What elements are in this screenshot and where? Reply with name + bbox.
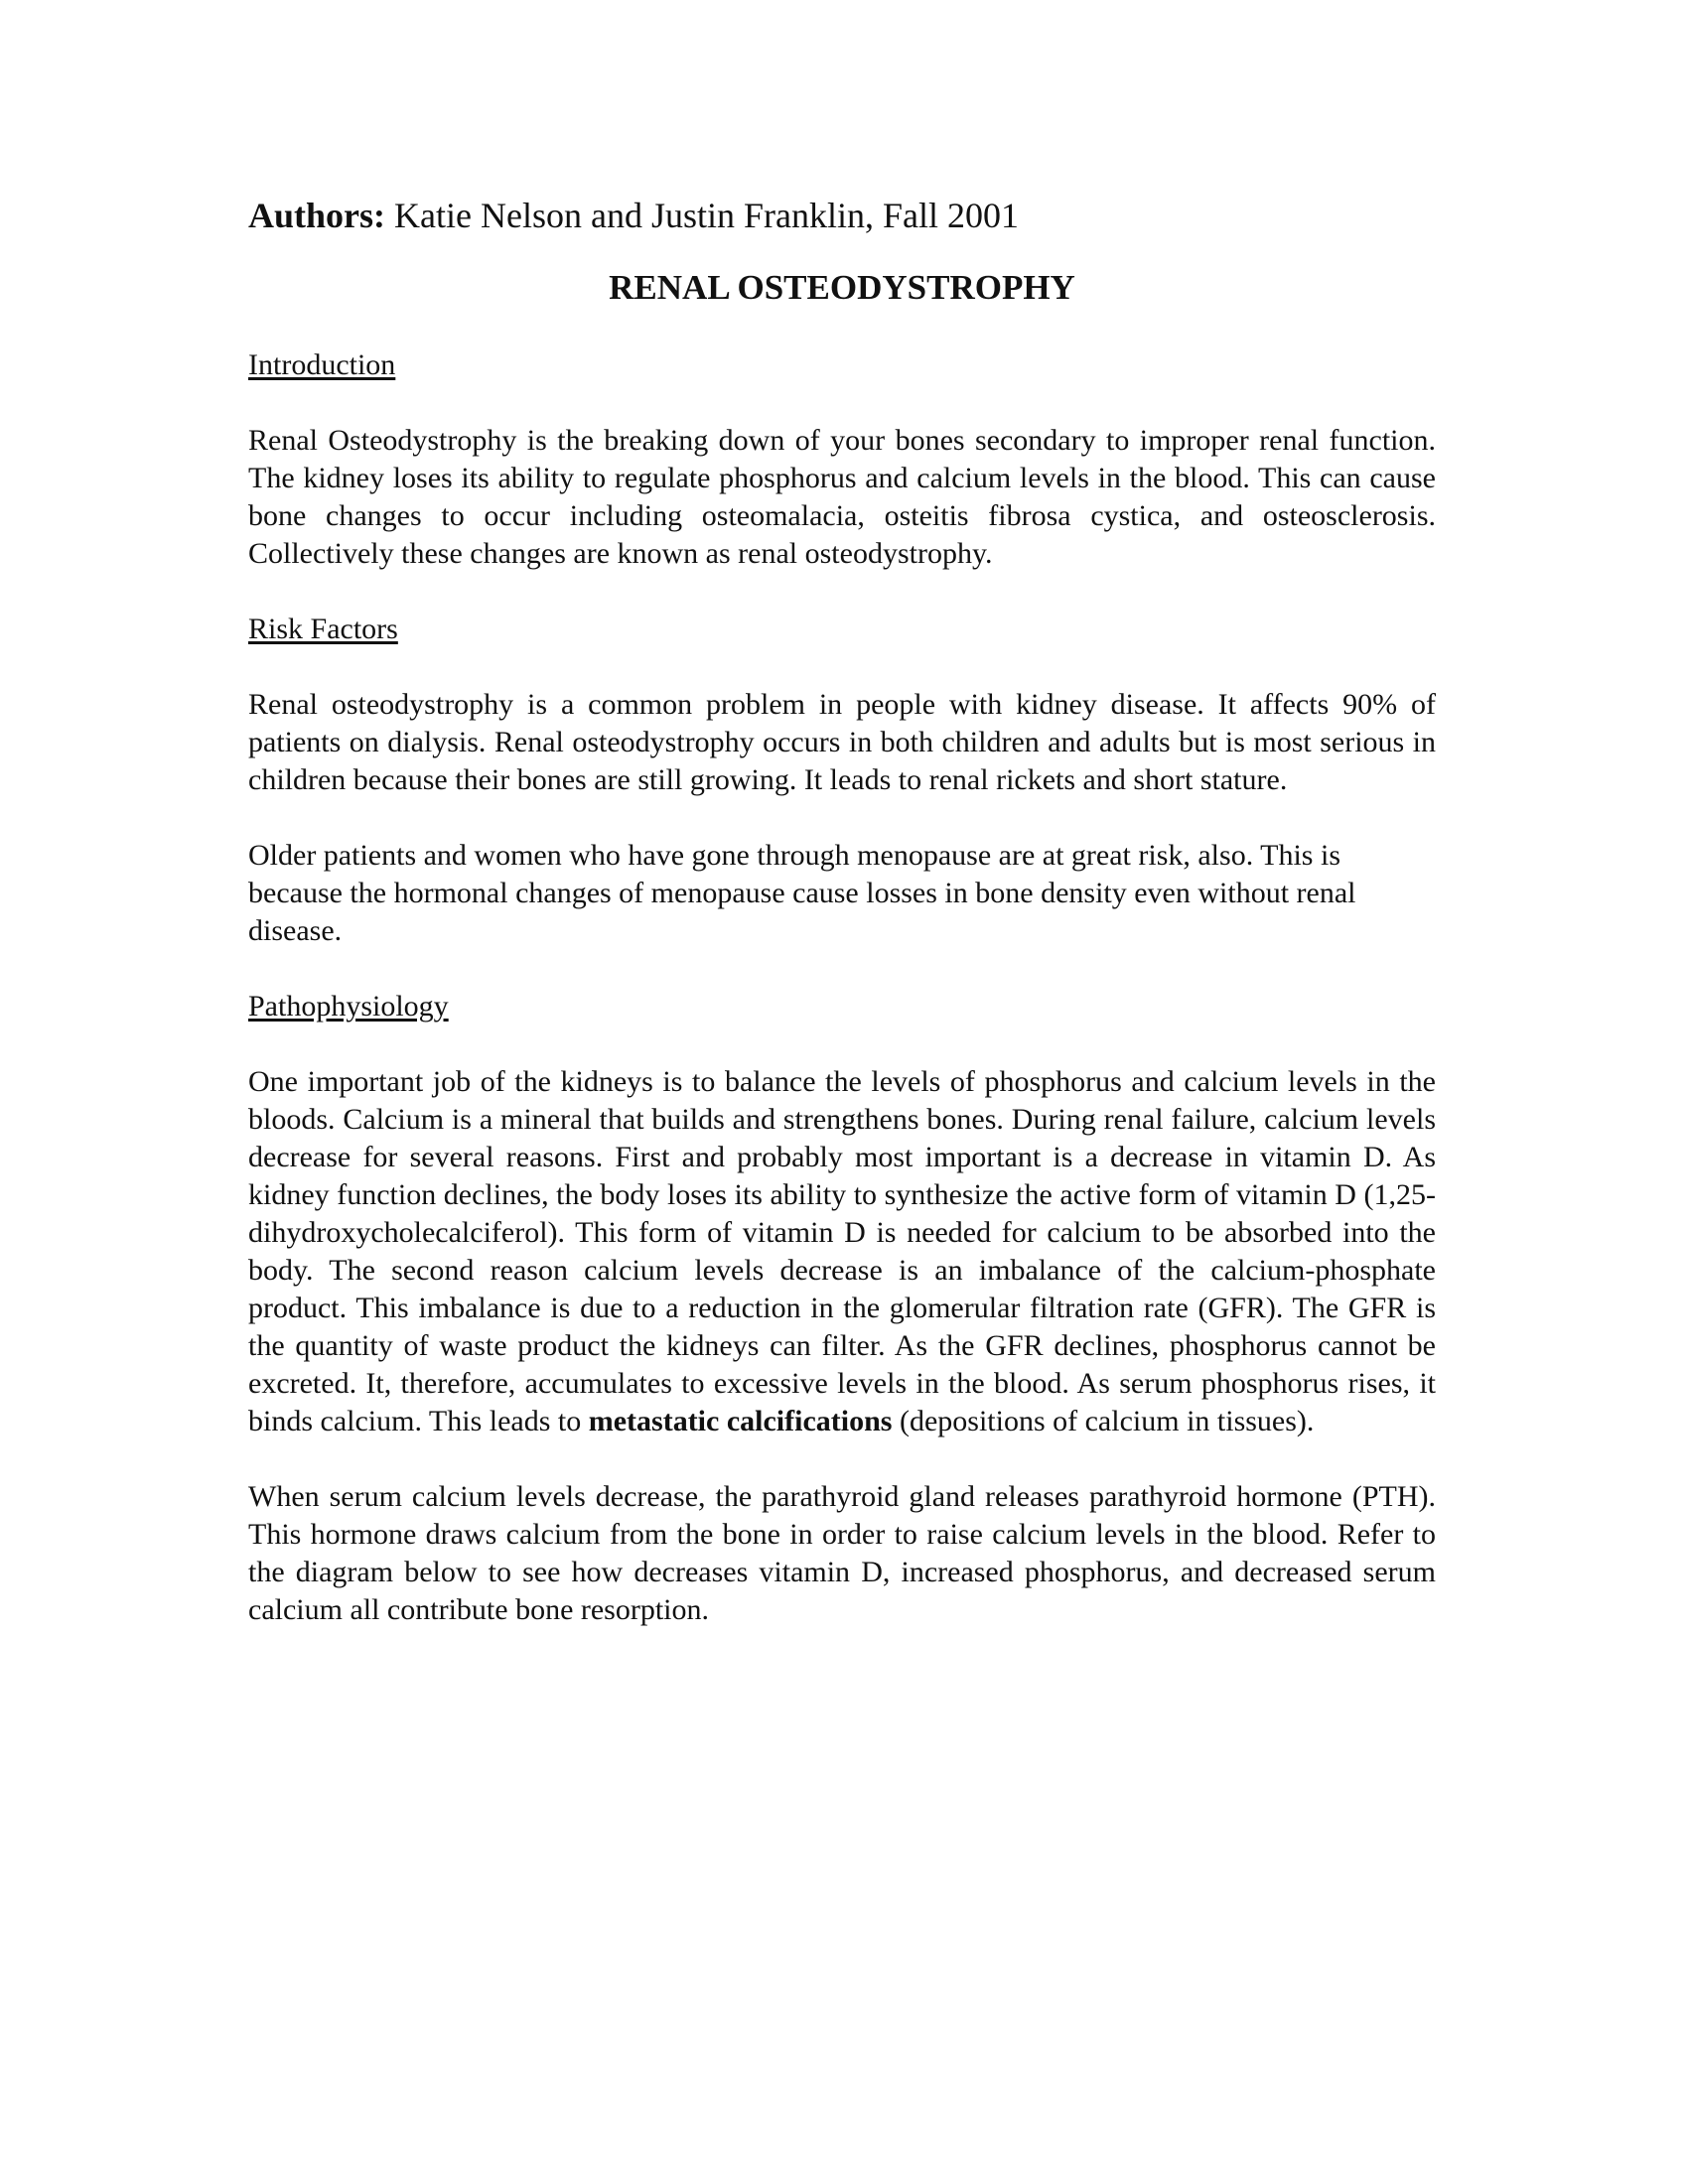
pathophysiology-heading: Pathophysiology	[248, 990, 449, 1024]
metastatic-calcifications-term: metastatic calcifications	[588, 1405, 893, 1438]
introduction-heading: Introduction	[248, 348, 396, 382]
pathophysiology-text-after: (depositions of calcium in tissues).	[892, 1405, 1315, 1438]
risk-factors-paragraph-2: Older patients and women who have gone through menopause are at great risk, also. This is because the hormonal changes of menopause cause losses in bone density even without renal disease.	[248, 839, 1356, 948]
introduction-paragraph: Renal Osteodystrophy is the breaking down of your bones secondary to improper renal function. The kidney loses its ability to regulate phosphorus and calcium levels in the blood. This can cause bone changes to occur including osteomalacia, osteitis fibrosa cystica, and osteosclerosis. Collectively these changes are known as renal osteodystrophy.	[248, 424, 1436, 571]
pathophysiology-paragraph-1	[248, 1063, 1436, 1440]
risk-factors-paragraph-1: Renal osteodystrophy is a common problem in people with kidney disease. It affects 90% of patients on dialysis. Renal osteodystrophy occurs in both children and adults but is most serious in children because their bones are still growing. It leads to renal rickets and short stature.	[248, 688, 1436, 797]
document-body	[248, 195, 1436, 1667]
authors-line	[248, 195, 1436, 237]
risk-factors-heading: Risk Factors	[248, 613, 398, 646]
document-title: RENAL OSTEODYSTROPHY	[609, 268, 1075, 308]
pathophysiology-paragraph-2: When serum calcium levels decrease, the parathyroid gland releases parathyroid hormone (PTH). This hormone draws calcium from the bone in order to raise calcium levels in the blood. Refer to the diagram below to see how decreases vitamin D, increased phosphorus, and decreased serum calcium all contribute bone resorption.	[248, 1480, 1436, 1627]
authors-label: Authors:	[248, 196, 386, 235]
pathophysiology-text-before: One important job of the kidneys is to balance the levels of phosphorus and calcium levels in the bloods. Calcium is a mineral that builds and strengthens bones. During renal failure, calcium levels decrease for several reasons. First and probably most important is a decrease in vitamin D. As kidney function declines, the body loses its ability to synthesize the active form of vitamin D (1,25-dihydroxycholecalciferol). This form of vitamin D is needed for calcium to be absorbed into the body. The second reason calcium levels decrease is an imbalance of the calcium-phosphate product. This imbalance is due to a reduction in the glomerular filtration rate (GFR). The GFR is the quantity of waste product the kidneys can filter. As the GFR declines, phosphorus cannot be excreted. It, therefore, accumulates to excessive levels in the blood. As serum phosphorus rises, it binds calcium. This leads to	[248, 1065, 1436, 1438]
authors-names: Katie Nelson and Justin Franklin, Fall 2001	[385, 196, 1019, 235]
